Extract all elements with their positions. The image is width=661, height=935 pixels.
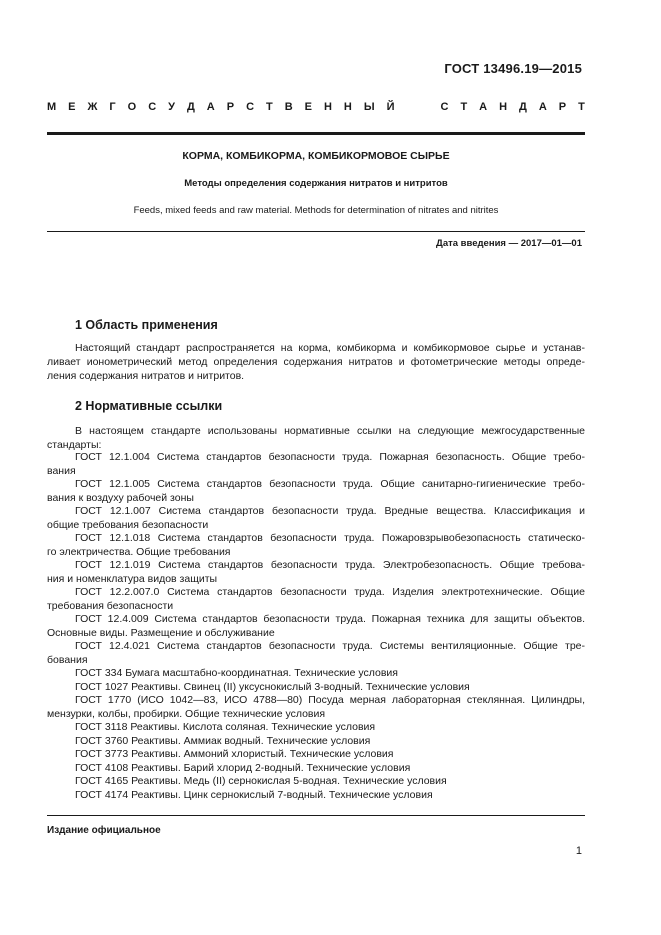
heading-letter: А xyxy=(538,101,547,113)
heading-letter: Е xyxy=(304,101,312,113)
normative-references-list xyxy=(47,451,585,802)
heading-letter: Н xyxy=(343,101,352,113)
reference-item xyxy=(47,613,585,640)
interstate-standard-heading xyxy=(47,101,585,113)
reference-line: вания xyxy=(47,464,76,477)
header-rule-thick xyxy=(47,132,585,135)
reference-line: мензурки, колбы, пробирки. Общие технические условия xyxy=(47,707,326,720)
heading-letter: Т xyxy=(460,101,468,113)
heading-word-gap xyxy=(407,101,429,113)
reference-line: ГОСТ 4108 Реактивы. Барий хлорид 2-водный. Технические условия xyxy=(75,761,411,774)
section-2-title: 2 Нормативные ссылки xyxy=(75,399,223,413)
reference-item xyxy=(47,559,585,586)
section-1-paragraph xyxy=(47,341,585,383)
reference-item xyxy=(47,721,585,735)
reference-line: ГОСТ 334 Бумага масштабно-координатная. Технические условия xyxy=(75,667,398,679)
reference-line: ГОСТ 3118 Реактивы. Кислота соляная. Технические условия xyxy=(75,721,376,733)
official-edition-label: Издание официальное xyxy=(47,825,161,836)
heading-letter: А xyxy=(206,101,215,113)
heading-letter: У xyxy=(168,101,175,113)
heading-letter: О xyxy=(127,101,137,113)
reference-line: Основные виды. Размещение и обслуживание xyxy=(47,626,275,639)
heading-letter: Т xyxy=(266,101,273,113)
reference-line: вания к воздуху рабочей зоны xyxy=(47,491,194,504)
heading-letter: А xyxy=(479,101,488,113)
reference-line: ГОСТ 1027 Реактивы. Свинец (II) уксуснокислый 3-водный. Технические условия xyxy=(75,680,470,693)
reference-item xyxy=(47,478,585,505)
paragraph-line: ливает ионометрический метод определения содержания нитратов и фотометрические методы опреде- xyxy=(47,356,585,368)
title-rule-bottom xyxy=(47,231,585,232)
reference-item xyxy=(47,505,585,532)
reference-item xyxy=(47,762,585,776)
paragraph-line: Настоящий стандарт распространяется на корма, комбикорма и комбикормовое сырье и устанав- xyxy=(75,342,585,354)
heading-letter: Р xyxy=(226,101,235,113)
heading-letter: М xyxy=(47,101,57,113)
heading-letter: Р xyxy=(558,101,567,113)
reference-item xyxy=(47,789,585,803)
reference-item xyxy=(47,586,585,613)
heading-letter: С xyxy=(440,101,449,113)
heading-letter: В xyxy=(284,101,293,113)
reference-line: ГОСТ 12.1.004 Система стандартов безопасности труда. Пожарная безопасность. Общие требо- xyxy=(75,451,585,463)
subtitle-russian: Методы определения содержания нитратов и нитритов xyxy=(184,178,448,189)
reference-line: го электричества. Общие требования xyxy=(47,545,231,558)
reference-item xyxy=(47,532,585,559)
reference-item xyxy=(47,451,585,478)
reference-line: требования безопасности xyxy=(47,599,174,612)
reference-item xyxy=(47,775,585,789)
reference-line: ГОСТ 3773 Реактивы. Аммоний хлористый. Технические условия xyxy=(75,748,394,760)
title-russian: КОРМА, КОМБИКОРМА, КОМБИКОРМОВОЕ СЫРЬЕ xyxy=(182,150,450,162)
section-2-intro xyxy=(47,424,585,452)
paragraph-line: ления содержания нитратов и нитритов. xyxy=(47,370,245,382)
title-english: Feeds, mixed feeds and raw material. Methods for determination of nitrates and nitrites xyxy=(133,205,499,216)
heading-letter: Д xyxy=(186,101,195,113)
reference-line: ГОСТ 12.1.005 Система стандартов безопасности труда. Общие санитарно-гигиенические требо- xyxy=(75,478,585,490)
reference-item xyxy=(47,748,585,762)
heading-letter: Д xyxy=(519,101,527,113)
heading-letter: С xyxy=(246,101,255,113)
reference-line: общие требования безопасности xyxy=(47,518,209,531)
heading-letter: Т xyxy=(578,101,585,113)
paragraph-line: стандарты: xyxy=(47,439,102,451)
heading-letter: Н xyxy=(323,101,332,113)
reference-line: ГОСТ 12.4.021 Система стандартов безопасности труда. Системы вентиляционные. Общие тре- xyxy=(75,640,585,652)
reference-item xyxy=(47,640,585,667)
heading-letter: Ы xyxy=(363,101,375,113)
document-code: ГОСТ 13496.19—2015 xyxy=(444,61,582,76)
heading-letter: Й xyxy=(386,101,395,113)
heading-letter: Е xyxy=(68,101,76,113)
reference-item xyxy=(47,667,585,681)
reference-item xyxy=(47,735,585,749)
reference-line: ГОСТ 4174 Реактивы. Цинк сернокислый 7-водный. Технические условия xyxy=(75,788,433,801)
reference-line: ГОСТ 12.2.007.0 Система стандартов безопасности труда. Изделия электротехнические. Общие xyxy=(75,586,585,598)
reference-line: ГОСТ 4165 Реактивы. Медь (II) сернокислая 5-водная. Технические условия xyxy=(75,775,447,787)
reference-line: ГОСТ 12.1.019 Система стандартов безопасности труда. Электробезопасность. Общие требова- xyxy=(75,559,585,571)
reference-line: ГОСТ 12.4.009 Система стандартов безопасности труда. Пожарная техника для защиты объектов. xyxy=(75,613,585,625)
reference-line: ГОСТ 3760 Реактивы. Аммиак водный. Технические условия xyxy=(75,734,371,747)
heading-letter: Ж xyxy=(87,101,98,113)
reference-item xyxy=(47,694,585,721)
reference-item xyxy=(47,681,585,695)
heading-letter: С xyxy=(148,101,157,113)
section-1-title: 1 Область применения xyxy=(75,318,218,332)
heading-letter: Г xyxy=(109,101,116,113)
introduction-date: Дата введения — 2017—01—01 xyxy=(436,238,582,249)
reference-line: ГОСТ 12.1.007 Система стандартов безопасности труда. Вредные вещества. Классификация и xyxy=(75,505,585,517)
page-number: 1 xyxy=(575,845,582,857)
reference-line: ГОСТ 12.1.018 Система стандартов безопасности труда. Пожаровзрывобезопасность статическо- xyxy=(75,532,585,544)
reference-line: ГОСТ 1770 (ИСО 1042—83, ИСО 4788—80) Посуда мерная лабораторная стеклянная. Цилиндры, xyxy=(75,694,585,706)
footer-rule xyxy=(47,815,585,816)
paragraph-line: В настоящем стандарте использованы нормативные ссылки на следующие межгосударственные xyxy=(75,425,585,437)
reference-line: ния и номенклатура видов защиты xyxy=(47,572,218,585)
heading-letter: Н xyxy=(499,101,508,113)
reference-line: бования xyxy=(47,653,88,666)
